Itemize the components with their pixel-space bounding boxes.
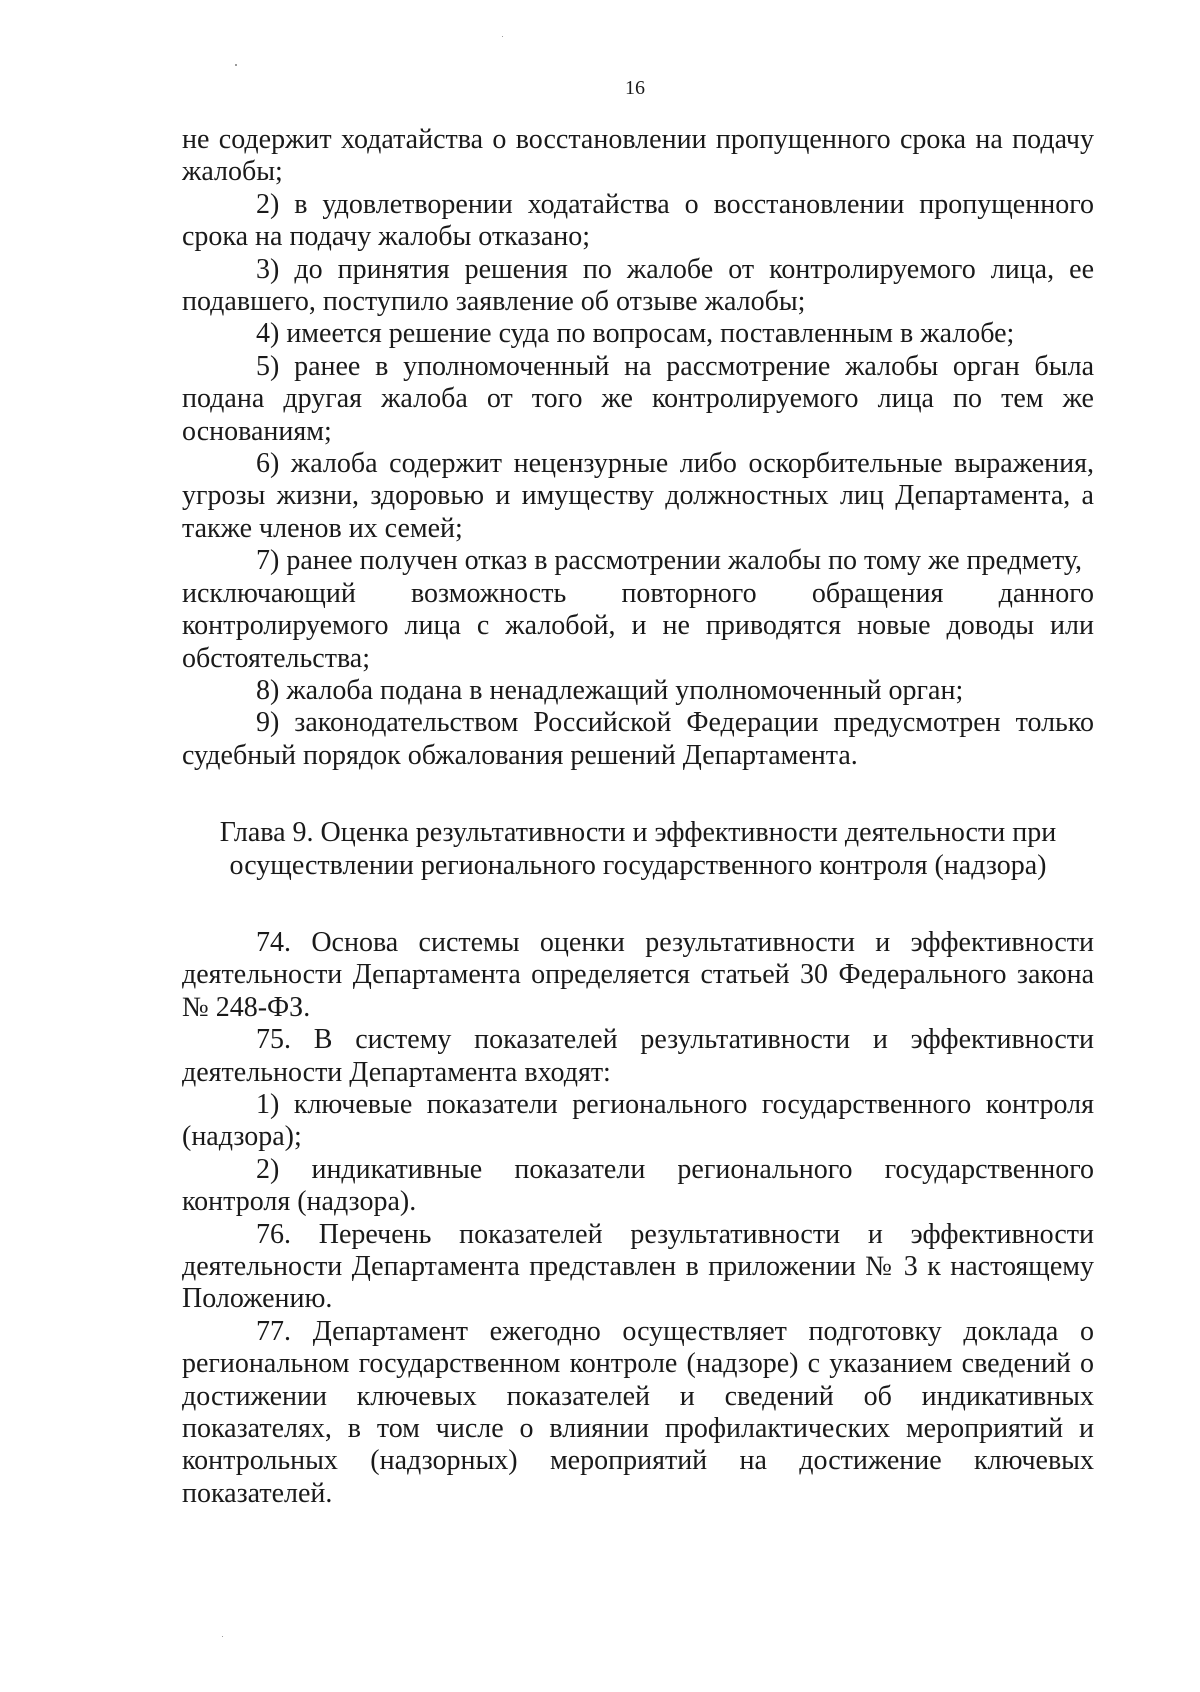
list-item: 7) ранее получен отказ в рассмотрении жалобы по тому же предмету, [256,545,1083,577]
list-item: 1) ключевые показатели регионального государственного контроля (надзора); [182,1088,1094,1153]
scan-speck [235,64,237,66]
list-item: 4) имеется решение суда по вопросам, поставленным в жалобе; [256,318,1015,350]
list-item: 8) жалоба подана в ненадлежащий уполномоченный орган; [256,674,964,706]
list-item: 3) до принятия решения по жалобе от контролируемого лица, ее подавшего, поступило заявление об отзыве жалобы; [182,253,1094,318]
list-item: 5) ранее в уполномоченный на рассмотрение жалобы орган была подана другая жалоба от того же контролируемого лица по тем же основаниям; [182,350,1094,447]
scan-speck [222,1636,223,1637]
list-item: 6) жалоба содержит нецензурные либо оскорбительные выражения, угрозы жизни, здоровью и имуществу должностных лиц Департамента, а также членов их семей; [182,448,1094,544]
list-item-continuation-line: исключающий возможность повторного обращения данного контролируемого лица с жалобой, и не приводятся новые доводы или обстоятельства; [182,577,1094,674]
chapter-heading-line-2: осуществлении регионального государственного контроля (надзора) [229,849,1047,881]
list-item: 2) индикативные показатели регионального государственного контроля (надзора). [182,1153,1094,1218]
paragraph: не содержит ходатайства о восстановлении пропущенного срока на подачу жалобы; [182,124,1094,188]
page-number: 16 [625,77,645,99]
scan-speck [502,36,503,37]
numbered-paragraph: 76. Перечень показателей результативности и эффективности деятельности Департамента представлен в приложении № 3 к настоящему Положению. [182,1218,1094,1315]
numbered-paragraph: 75. В систему показателей результативности и эффективности деятельности Департамента входят: [182,1024,1094,1088]
list-item: 2) в удовлетворении ходатайства о восстановлении пропущенного срока на подачу жалобы отказано; [182,188,1094,253]
document-body [182,124,1094,1510]
numbered-paragraph: 74. Основа системы оценки результативности и эффективности деятельности Департамента определяется статьей 30 Федерального закона № 248-ФЗ. [182,926,1094,1023]
list-item: 9) законодательством Российской Федерации предусмотрен только судебный порядок обжалования решений Департамента. [182,707,1094,771]
numbered-paragraph: 77. Департамент ежегодно осуществляет подготовку доклада о региональном государственном контроле (надзоре) с указанием сведений о достижении ключевых показателей и сведений об индикативных показателях, в том числе о влиянии профилактических мероприятий и контрольных (надзорных) мероприятий на достижение ключевых показателей. [182,1315,1094,1509]
chapter-heading-line-1: Глава 9. Оценка результативности и эффективности деятельности при [219,817,1057,849]
chapter-heading [182,817,1094,882]
